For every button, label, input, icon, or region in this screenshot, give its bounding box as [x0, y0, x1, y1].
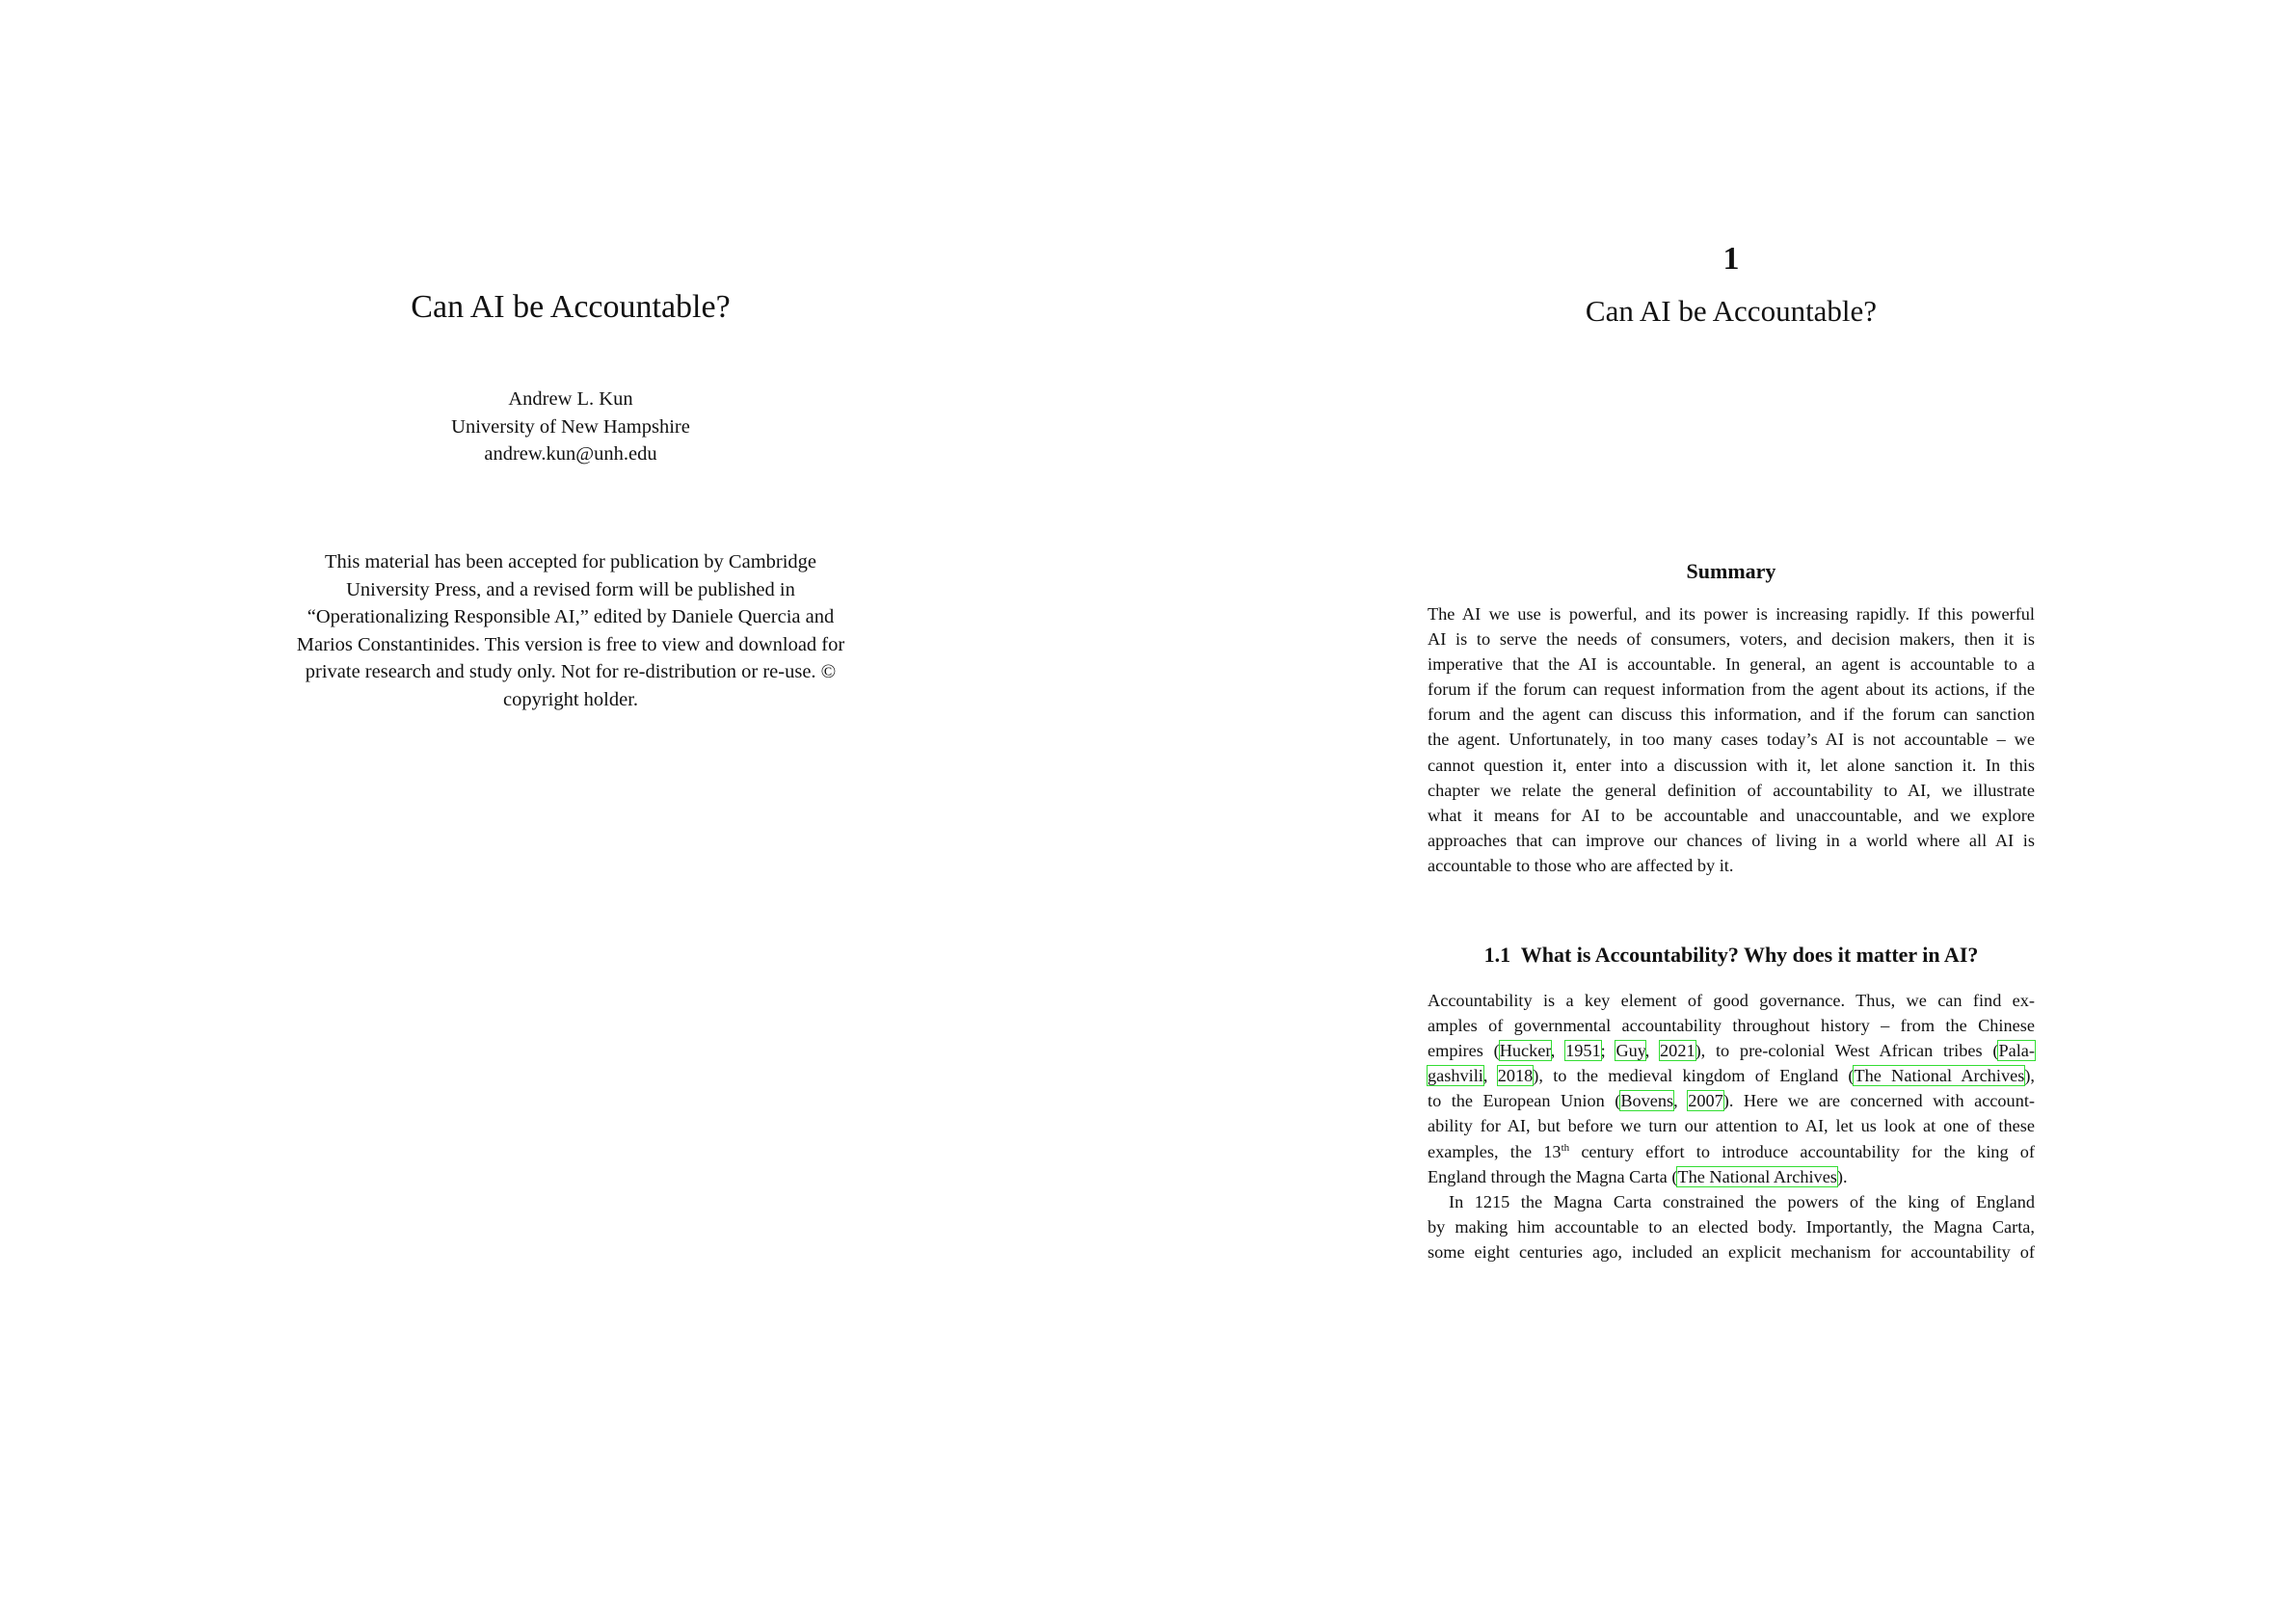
author-email: andrew.kun@unh.edu — [484, 443, 657, 465]
text-span: by making him accountable to an elected body. Importantly, the Magna Carta, — [1428, 1216, 2035, 1237]
citation-link[interactable]: 2018 — [1497, 1066, 1534, 1086]
text-span: , — [1482, 1066, 1498, 1086]
publication-notice — [253, 548, 889, 713]
text-span: ; — [1600, 1041, 1616, 1061]
text-span: what it means for AI to be accountable and unaccountable, and we explore — [1428, 805, 2035, 825]
text-span: The AI we use is powerful, and its power is increasing rapidly. If this powerful — [1428, 604, 2035, 624]
author-block — [281, 386, 860, 468]
text-line — [1428, 1113, 2035, 1138]
text-span: forum and the agent can discuss this information, and if the forum can sanction — [1428, 705, 2035, 725]
text-line — [1428, 1189, 2035, 1214]
text-span: to the European Union ( — [1428, 1091, 1621, 1111]
text-line — [1428, 1139, 2035, 1164]
text-line — [1428, 1214, 2035, 1239]
text-span: the agent. Unfortunately, in too many cases today’s AI is not accountable – we — [1428, 730, 2035, 750]
text-line — [1428, 1063, 2035, 1088]
text-span: In 1215 the Magna Carta constrained the powers of the king of England — [1449, 1191, 2035, 1211]
superscript: th — [1561, 1141, 1570, 1154]
text-line — [1428, 702, 2035, 727]
citation-link[interactable]: Pala- — [1998, 1041, 2035, 1061]
text-line — [1428, 988, 2035, 1013]
text-span: century effort to introduce accountability for the king of — [1569, 1141, 2035, 1161]
text-line — [1428, 727, 2035, 752]
citation-link[interactable]: Hucker — [1499, 1041, 1551, 1061]
text-span: ). — [1836, 1166, 1848, 1186]
text-span: ), — [2024, 1066, 2036, 1086]
text-line — [1428, 601, 2035, 626]
left-page-title: Can AI be Accountable? — [411, 289, 731, 325]
section-heading: 1.1 What is Accountability? Why does it matter in AI? — [1483, 943, 1979, 967]
text-line — [1428, 1013, 2035, 1038]
citation-link[interactable]: 2007 — [1688, 1091, 1723, 1111]
text-line — [1428, 803, 2035, 828]
notice-line: Marios Constantinides. This version is free to view and download for — [296, 633, 845, 655]
text-line — [1428, 1038, 2035, 1063]
text-span: ), to pre-colonial West African tribes ( — [1695, 1041, 1999, 1061]
text-span: ability for AI, but before we turn our attention to AI, let us look at one of these — [1428, 1116, 2035, 1136]
text-line — [1428, 677, 2035, 702]
text-span: ), to the medieval kingdom of England ( — [1533, 1066, 1855, 1086]
text-span: imperative that the AI is accountable. In general, an agent is accountable to a — [1428, 654, 2035, 675]
text-line — [1428, 652, 2035, 677]
text-line — [1428, 828, 2035, 853]
text-span: AI is to serve the needs of consumers, voters, and decision makers, then it is — [1428, 629, 2035, 650]
chapter-title: Can AI be Accountable? — [1585, 294, 1878, 328]
summary-paragraph — [1428, 601, 2035, 878]
citation-link[interactable]: Bovens — [1620, 1091, 1674, 1111]
notice-line: This material has been accepted for publication by Cambridge — [324, 551, 817, 572]
citation-link[interactable]: 2021 — [1660, 1041, 1695, 1061]
text-span: forum if the forum can request information from the agent about its actions, if the — [1428, 679, 2035, 700]
text-span: Accountability is a key element of good governance. Thus, we can find ex- — [1428, 991, 2035, 1010]
text-line — [1428, 1164, 2035, 1189]
text-span: amples of governmental accountability throughout history – from the Chinese — [1428, 1016, 2035, 1036]
text-span: examples, the 13 — [1428, 1141, 1562, 1161]
summary-heading: Summary — [1686, 559, 1776, 583]
notice-line: private research and study only. Not for re-distribution or re-use. © — [305, 661, 837, 682]
text-span: , — [1550, 1041, 1566, 1061]
notice-line: copyright holder. — [502, 688, 639, 710]
text-line — [1428, 778, 2035, 803]
author-affiliation: University of New Hampshire — [451, 415, 690, 438]
notice-line: University Press, and a revised form will be published in — [346, 578, 795, 600]
chapter-number: 1 — [1722, 241, 1740, 277]
author-name: Andrew L. Kun — [508, 388, 633, 410]
text-line — [1428, 1088, 2035, 1113]
notice-line: “Operationalizing Responsible AI,” edited by Daniele Quercia and — [307, 606, 835, 627]
text-line — [1428, 753, 2035, 778]
text-span: some eight centuries ago, included an explicit mechanism for accountability of — [1428, 1241, 2035, 1262]
text-span: , — [1673, 1091, 1689, 1111]
text-line — [1428, 1239, 2035, 1264]
text-span: ). Here we are concerned with account- — [1722, 1091, 2036, 1111]
text-span: cannot question it, enter into a discussion with it, let alone sanction it. In this — [1428, 755, 2035, 775]
text-span: chapter we relate the general definition of accountability to AI, we illustrate — [1428, 780, 2035, 800]
text-span: accountable to those who are affected by it. — [1428, 855, 1734, 875]
text-span: England through the Magna Carta ( — [1428, 1166, 1678, 1186]
text-line — [1428, 626, 2035, 652]
citation-link[interactable]: The National Archives — [1854, 1066, 2025, 1086]
citation-link[interactable]: Guy — [1615, 1041, 1645, 1061]
text-span: , — [1644, 1041, 1661, 1061]
text-line — [1428, 853, 2035, 878]
text-span: empires ( — [1428, 1041, 1500, 1061]
body-text — [1428, 988, 2035, 1264]
citation-link[interactable]: gashvili — [1428, 1066, 1483, 1086]
citation-link[interactable]: 1951 — [1565, 1041, 1601, 1061]
citation-link[interactable]: The National Archives — [1677, 1166, 1837, 1186]
text-span: approaches that can improve our chances of living in a world where all AI is — [1428, 830, 2035, 850]
